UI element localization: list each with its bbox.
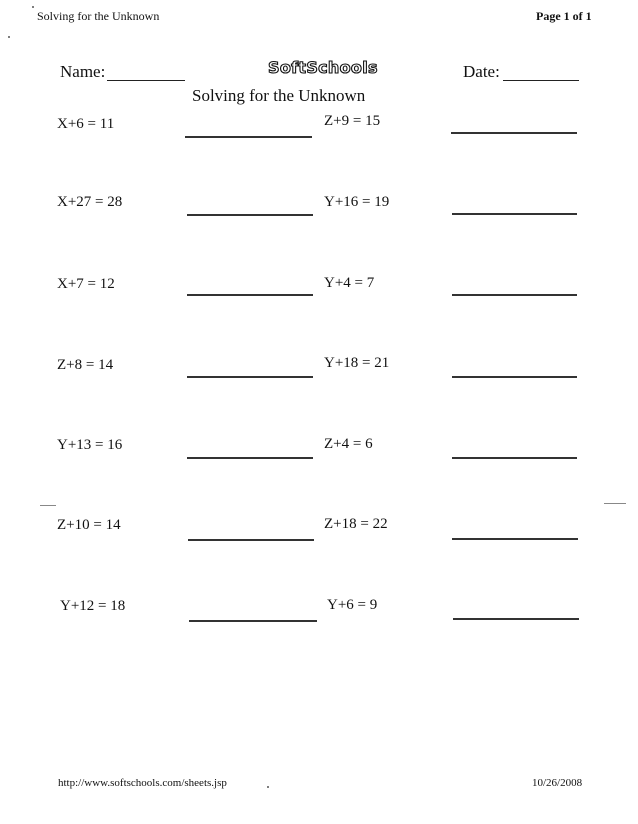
name-label: Name: [60, 62, 106, 81]
worksheet-title: Solving for the Unknown [192, 86, 366, 105]
scan-speck [32, 6, 34, 8]
problem-right: Y+16 = 19 [324, 194, 390, 210]
answer-blank [187, 214, 313, 216]
problem-left: Y+12 = 18 [60, 598, 126, 614]
answer-blank [452, 376, 577, 378]
scan-speck [267, 786, 269, 788]
problem-right: Z+9 = 15 [324, 113, 381, 129]
answer-blank [451, 132, 577, 134]
footer-url: http://www.softschools.com/sheets.jsp [58, 777, 227, 789]
problem-right: Z+4 = 6 [324, 436, 373, 452]
problem-left: X+27 = 28 [57, 194, 123, 210]
date-label: Date: [463, 62, 500, 81]
problem-right: Y+4 = 7 [324, 275, 375, 291]
footer-date: 10/26/2008 [532, 777, 583, 789]
answer-blank [187, 376, 313, 378]
answer-blank [187, 457, 313, 459]
date-blank [503, 80, 579, 81]
problem-right: Z+18 = 22 [324, 516, 388, 532]
problem-right: Y+6 = 9 [327, 597, 378, 613]
answer-blank [453, 618, 579, 620]
scan-speck [8, 36, 10, 38]
problem-left: Z+8 = 14 [57, 357, 114, 373]
header-page-number: Page 1 of 1 [536, 9, 592, 23]
problem-left: Z+10 = 14 [57, 517, 121, 533]
problem-left: Y+13 = 16 [57, 437, 123, 453]
problem-right: Y+18 = 21 [324, 355, 390, 371]
answer-blank [452, 213, 577, 215]
answer-blank [189, 620, 317, 622]
scan-speck [40, 505, 56, 506]
scan-speck [604, 503, 626, 504]
answer-blank [185, 136, 312, 138]
name-blank [107, 80, 185, 81]
answer-blank [452, 538, 578, 540]
answer-blank [188, 539, 314, 541]
header-title: Solving for the Unknown [37, 9, 160, 23]
problem-left: X+6 = 11 [57, 116, 115, 132]
answer-blank [452, 457, 577, 459]
answer-blank [452, 294, 577, 296]
answer-blank [187, 294, 313, 296]
problem-left: X+7 = 12 [57, 276, 115, 292]
softschools-logo: SoftSchools [268, 58, 378, 77]
